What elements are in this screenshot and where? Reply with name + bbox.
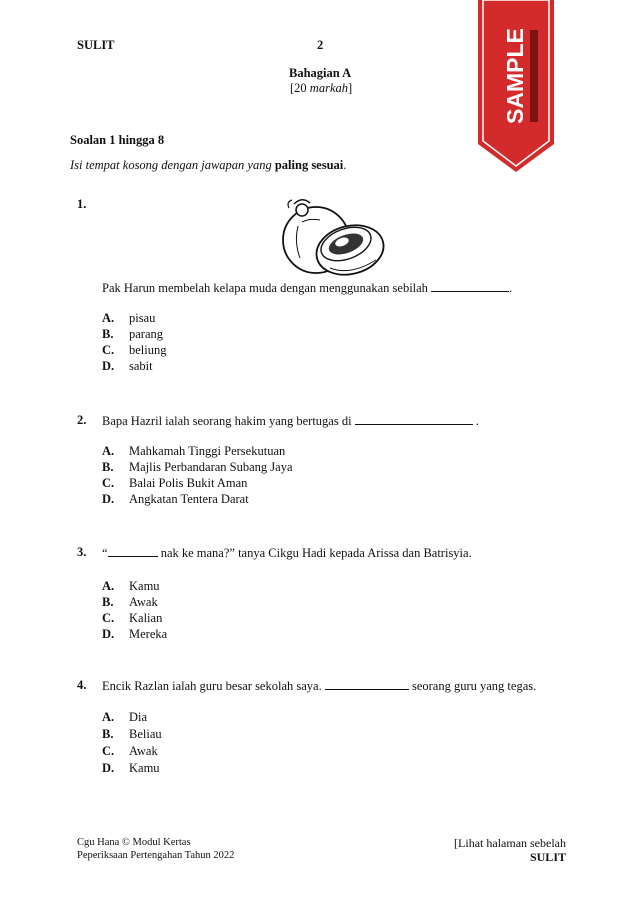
section-title: Bahagian A	[289, 66, 352, 80]
option-letter: D.	[102, 492, 115, 506]
option-text: Balai Polis Bukit Aman	[129, 476, 248, 490]
option-text: Kamu	[129, 579, 160, 593]
instruction-text: Isi tempat kosong dengan jawapan yang paling sesuai.	[70, 158, 347, 172]
option-text: Kalian	[129, 611, 163, 625]
option-letter: C.	[102, 343, 115, 357]
question-4-number: 4.	[77, 678, 87, 692]
question-3-number: 3.	[77, 545, 87, 559]
option-text: Kamu	[129, 761, 160, 775]
option-letter: D.	[102, 627, 115, 641]
question-range: Soalan 1 hingga 8	[70, 133, 165, 147]
question-4-stem: Encik Razlan ialah guru besar sekolah saya. seorang guru yang tegas.	[102, 679, 537, 693]
option-letter: C.	[102, 744, 115, 758]
option-letter: D.	[102, 359, 115, 373]
answer-blank	[108, 545, 158, 557]
question-1-number: 1.	[77, 197, 87, 211]
option-letter: A.	[102, 444, 115, 458]
coconut-illustration-icon	[280, 198, 386, 278]
option-letter: B.	[102, 460, 114, 474]
stamp-text: SAMPLE	[502, 28, 528, 124]
question-1-stem: Pak Harun membelah kelapa muda dengan menggunakan sebilah .	[102, 281, 513, 295]
option-text: Dia	[129, 710, 148, 724]
option-text: Angkatan Tentera Darat	[129, 492, 249, 506]
option-text: sabit	[129, 359, 153, 373]
question-2-stem: Bapa Hazril ialah seorang hakim yang bertugas di .	[102, 414, 479, 428]
footer-exam-name: Peperiksaan Pertengahan Tahun 2022	[77, 850, 235, 861]
option-text: Beliau	[129, 727, 162, 741]
option-text: Awak	[129, 744, 158, 758]
question-2-number: 2.	[77, 413, 87, 427]
sample-stamp	[476, 0, 556, 174]
answer-blank	[355, 413, 473, 425]
option-letter: C.	[102, 476, 115, 490]
answer-blank	[325, 678, 409, 690]
option-letter: B.	[102, 327, 114, 341]
option-text: pisau	[129, 311, 156, 325]
header-sulit: SULIT	[77, 38, 115, 52]
option-text: Mahkamah Tinggi Persekutuan	[129, 444, 286, 458]
footer-sulit: SULIT	[529, 850, 566, 864]
option-letter: B.	[102, 595, 114, 609]
answer-blank	[431, 280, 509, 292]
question-3-stem: “ nak ke mana?” tanya Cikgu Hadi kepada Arissa dan Batrisyia.	[102, 546, 472, 560]
footer-turn-page: [Lihat halaman sebelah	[454, 836, 566, 850]
option-letter: A.	[102, 311, 115, 325]
option-text: Awak	[129, 595, 158, 609]
option-letter: A.	[102, 579, 115, 593]
option-text: parang	[129, 327, 164, 341]
option-text: beliung	[129, 343, 167, 357]
option-letter: B.	[102, 727, 114, 741]
option-text: Majlis Perbandaran Subang Jaya	[129, 460, 293, 474]
option-letter: D.	[102, 761, 115, 775]
section-marks: [20 markah]	[290, 81, 353, 95]
option-letter: C.	[102, 611, 115, 625]
option-text: Mereka	[129, 627, 168, 641]
footer-credit: Cgu Hana © Modul Kertas	[77, 837, 191, 848]
page-number: 2	[317, 38, 324, 52]
option-letter: A.	[102, 710, 115, 724]
